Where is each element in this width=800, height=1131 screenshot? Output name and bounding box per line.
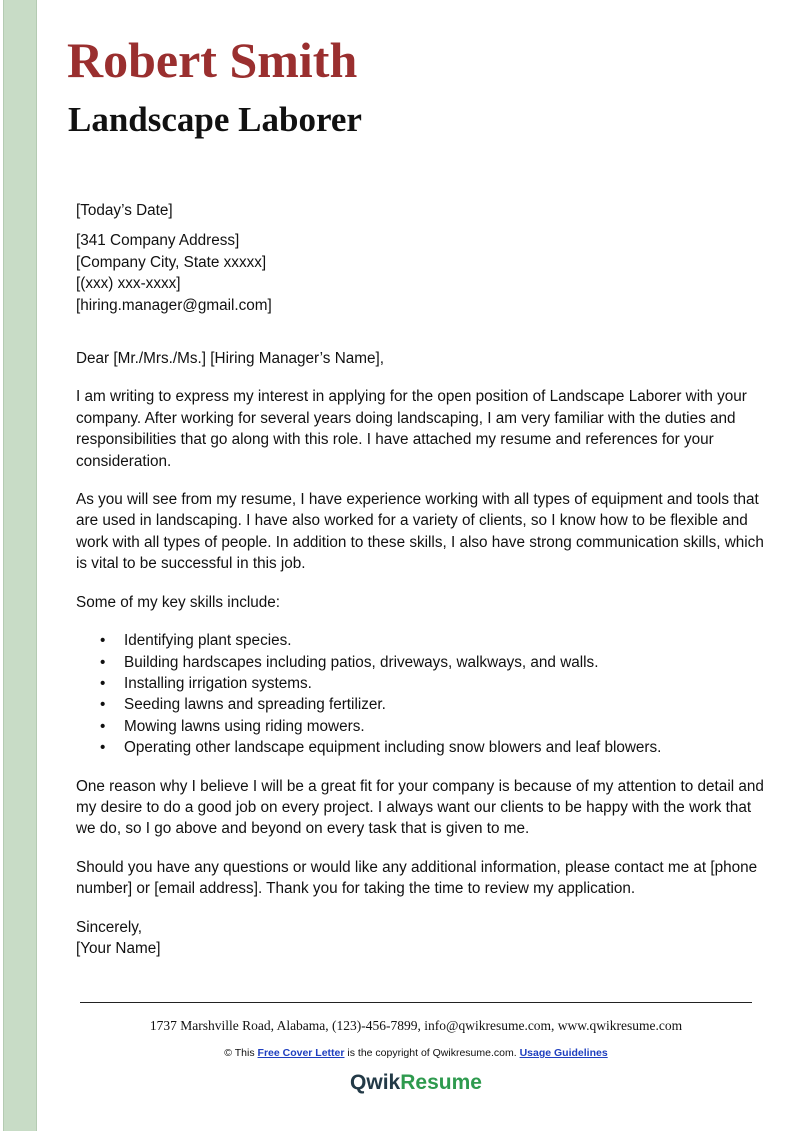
copyright-middle: is the copyright of Qwikresume.com. — [347, 1047, 517, 1059]
footer-divider — [80, 1002, 752, 1003]
skill-text: Operating other landscape equipment including snow blowers and leaf blowers. — [124, 739, 662, 757]
signature-name: [Your Name] — [76, 939, 161, 957]
closing-paragraph: Should you have any questions or would like any additional information, please contact me at [phone number] or [email address]. Thank you for taking the time to review my application. — [76, 858, 758, 898]
qwikresume-logo[interactable] — [80, 1069, 752, 1097]
letter-body — [76, 200, 766, 959]
address-line: [341 Company Address] — [76, 232, 240, 250]
bullet-icon: • — [100, 674, 106, 692]
skills-list — [76, 630, 766, 758]
copyright-prefix: © This — [224, 1047, 255, 1059]
skill-text: Building hardscapes including patios, driveways, walkways, and walls. — [124, 653, 599, 671]
recipient-address — [76, 230, 766, 316]
closing-paragraph: One reason why I believe I will be a great fit for your company is because of my attention to detail and my desire to do a good job on every project. I always want our clients to be happy with the work that we do, so I go above and beyond on every task that is given to me. — [76, 777, 764, 838]
skill-text: Seeding lawns and spreading fertilizer. — [124, 696, 386, 714]
address-line: [Company City, State xxxxx] — [76, 253, 267, 271]
bullet-icon: • — [100, 632, 106, 650]
logo-part-qwik: Qwik — [350, 1071, 401, 1094]
copyright-notice — [80, 1046, 752, 1060]
free-cover-letter-link[interactable]: Free Cover Letter — [257, 1047, 345, 1059]
skill-item — [76, 694, 766, 715]
usage-guidelines-link[interactable]: Usage Guidelines — [519, 1047, 608, 1059]
address-line: [(xxx) xxx-xxxx] — [76, 275, 181, 293]
skill-item — [76, 716, 766, 737]
bullet-icon: • — [100, 739, 106, 757]
salutation: Dear [Mr./Mrs./Ms.] [Hiring Manager’s Name], — [76, 350, 384, 368]
skill-item — [76, 737, 766, 758]
signoff: Sincerely, — [76, 918, 143, 936]
bullet-icon: • — [100, 653, 106, 671]
bullet-icon: • — [100, 717, 106, 735]
body-paragraph: As you will see from my resume, I have experience working with all types of equipment and tools that are used in landscaping. I have also worked for a variety of clients, so I know how to be flexible and work with all types of people. In addition to these skills, I also have strong communication skills, which is vital to be successful in this job. — [76, 491, 764, 573]
skill-text: Installing irrigation systems. — [124, 674, 312, 692]
skill-item — [76, 673, 766, 694]
footer-contact-line: 1737 Marshville Road, Alabama, (123)-456-7899, info@qwikresume.com, www.qwikresume.com — [149, 1018, 683, 1033]
skill-text: Identifying plant species. — [124, 632, 292, 650]
letter-date: [Today’s Date] — [76, 202, 173, 219]
job-title: Landscape Laborer — [68, 100, 362, 139]
bullet-icon: • — [100, 696, 106, 714]
applicant-name: Robert Smith — [67, 32, 358, 88]
body-paragraph: I am writing to express my interest in applying for the open position of Landscape Laborer with your company. After working for several years doing landscaping, I am very familiar with the duties and responsibilities that go along with this role. I have attached my resume and references for your consideration. — [76, 388, 747, 470]
skill-text: Mowing lawns using riding mowers. — [124, 717, 365, 735]
address-line: [hiring.manager@gmail.com] — [76, 296, 272, 314]
green-side-strip — [3, 0, 37, 1131]
skill-item — [76, 630, 766, 651]
skills-intro: Some of my key skills include: — [76, 593, 281, 611]
skill-item — [76, 652, 766, 673]
logo-part-resume: Resume — [400, 1071, 482, 1094]
decorative-side-band — [0, 0, 40, 1131]
